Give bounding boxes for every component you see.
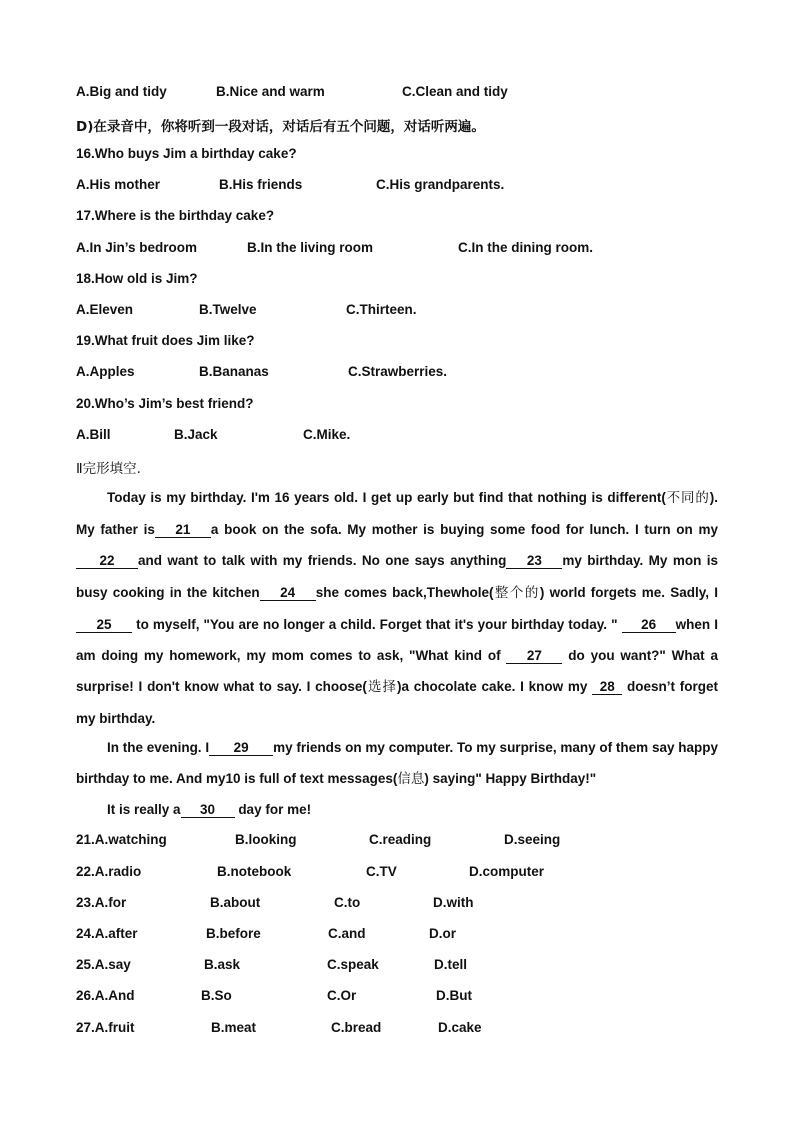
- q27-option-d: D.cake: [438, 1020, 482, 1035]
- q26-option-b: B.So: [201, 988, 232, 1003]
- q15-option-a: A.Big and tidy: [76, 84, 167, 99]
- q22-option-b: B.notebook: [217, 864, 292, 879]
- cloze-paragraph-3: It is really a 30 day for me!: [107, 802, 312, 817]
- q17-option-b: B.In the living room: [247, 240, 374, 255]
- q21-option-b: B.looking: [235, 832, 297, 847]
- cloze-options-25: 25.A.say: [76, 957, 131, 972]
- q19-option-b: B.Bananas: [199, 364, 269, 379]
- q15-option-c: C.Clean and tidy: [402, 84, 508, 99]
- cloze-options-23: 23.A.for: [76, 895, 127, 910]
- q27-option-c: C.bread: [331, 1020, 382, 1035]
- cloze-paragraph-1: Today is my birthday. I'm 16 years old. I get up early but find that nothing is different(不同的). My father is 21 a book on the sofa. My mother is buying some food for lunch. I turn on my22 and want to talk with my friends. No one says anything 23 my birthday. My mon is busy cooking in the kitchen 24 she comes back,Thewhole(整个的) world forgets me. Sadly, I 25 to myself, "You are no longer a child. Forget that it's your birthday today. " 26 when I am doing my homework, my mom comes to ask, "What kind of 27 do you want?" What a surprise! I don't know what to say. I choose(选择)a chocolate cake. I know my 28 doesn’t forget my birthday.: [76, 490, 719, 727]
- q26-option-c: C.Or: [327, 988, 357, 1003]
- q17-option-a: A.In Jin’s bedroom: [76, 240, 198, 255]
- question-20: 20.Who’s Jim’s best friend?: [76, 396, 254, 411]
- blank-21: 21: [155, 523, 211, 538]
- section-d-instruction: D)在录音中，你将听到一段对话，对话后有五个问题，对话听两遍。: [76, 119, 485, 135]
- q23-option-c: C.to: [334, 895, 361, 910]
- q20-option-a: A.Bill: [76, 427, 111, 442]
- blank-28: 28: [592, 680, 622, 695]
- q25-option-c: C.speak: [327, 957, 379, 972]
- cloze-paragraph-2: In the evening. I 29 my friends on my computer. To my surprise, many of them say happy birthday to me. And my10 is full of text messages(信息) saying" Happy Birthday!": [76, 740, 718, 788]
- blank-24: 24: [260, 586, 316, 601]
- blank-26: 26: [622, 618, 676, 633]
- q23-option-b: B.about: [210, 895, 261, 910]
- cloze-options-22: 22.A.radio: [76, 864, 142, 879]
- section-ii-heading: Ⅱ完形填空.: [76, 461, 141, 477]
- question-18: 18.How old is Jim?: [76, 271, 198, 286]
- question-16: 16.Who buys Jim a birthday cake?: [76, 146, 297, 161]
- q20-option-b: B.Jack: [174, 427, 218, 442]
- q18-option-c: C.Thirteen.: [346, 302, 417, 317]
- cloze-options-27: 27.A.fruit: [76, 1020, 135, 1035]
- blank-30: 30: [181, 803, 235, 818]
- q25-option-d: D.tell: [434, 957, 468, 972]
- q26-option-d: D.But: [436, 988, 472, 1003]
- q16-option-a: A.His mother: [76, 177, 161, 192]
- q22-option-d: D.computer: [469, 864, 545, 879]
- blank-22: 22: [76, 554, 138, 569]
- q27-option-b: B.meat: [211, 1020, 257, 1035]
- blank-27: 27: [506, 649, 562, 664]
- q17-option-c: C.In the dining room.: [458, 240, 593, 255]
- blank-29: 29: [209, 741, 273, 756]
- cloze-options-24: 24.A.after: [76, 926, 138, 941]
- q23-option-d: D.with: [433, 895, 474, 910]
- q21-option-d: D.seeing: [504, 832, 561, 847]
- q20-option-c: C.Mike.: [303, 427, 351, 442]
- q25-option-b: B.ask: [204, 957, 241, 972]
- q16-option-b: B.His friends: [219, 177, 303, 192]
- q24-option-d: D.or: [429, 926, 456, 941]
- question-17: 17.Where is the birthday cake?: [76, 208, 275, 223]
- q24-option-c: C.and: [328, 926, 366, 941]
- blank-25: 25: [76, 618, 132, 633]
- q22-option-c: C.TV: [366, 864, 397, 879]
- q19-option-c: C.Strawberries.: [348, 364, 448, 379]
- q18-option-b: B.Twelve: [199, 302, 257, 317]
- q24-option-b: B.before: [206, 926, 261, 941]
- cloze-options-26: 26.A.And: [76, 988, 135, 1003]
- q21-option-c: C.reading: [369, 832, 432, 847]
- q16-option-c: C.His grandparents.: [376, 177, 505, 192]
- cloze-options-21: 21.A.watching: [76, 832, 167, 847]
- blank-23: 23: [506, 554, 562, 569]
- q19-option-a: A.Apples: [76, 364, 135, 379]
- q18-option-a: A.Eleven: [76, 302, 134, 317]
- q15-option-b: B.Nice and warm: [216, 84, 325, 99]
- question-19: 19.What fruit does Jim like?: [76, 333, 255, 348]
